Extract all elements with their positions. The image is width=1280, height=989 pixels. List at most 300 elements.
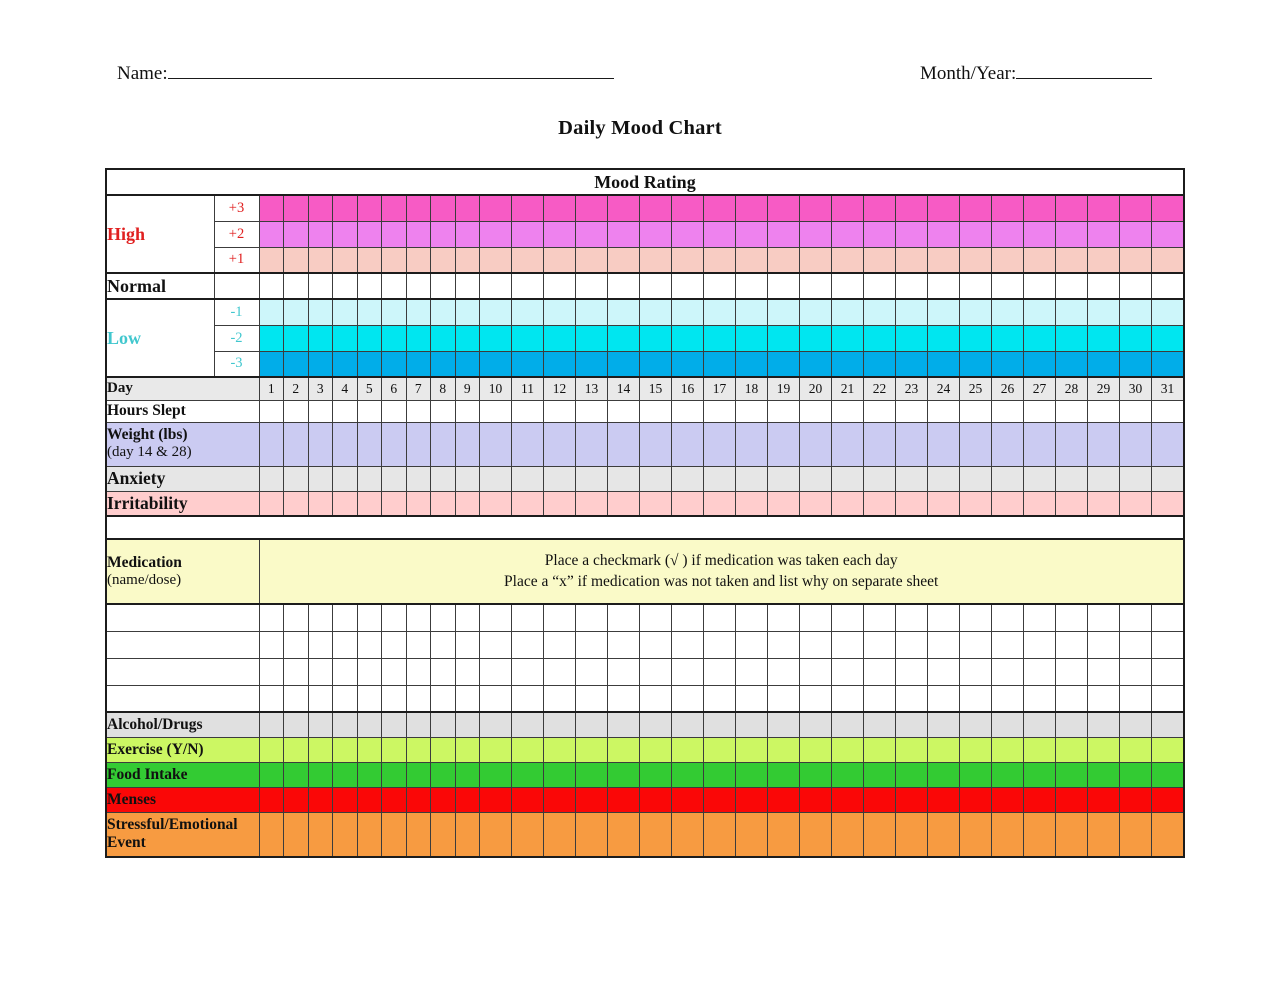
grid-cell[interactable]	[736, 787, 768, 812]
grid-cell[interactable]	[992, 631, 1024, 658]
grid-cell[interactable]	[1056, 325, 1088, 351]
grid-cell[interactable]	[768, 247, 800, 273]
grid-cell[interactable]	[576, 351, 608, 377]
grid-cell[interactable]	[1056, 604, 1088, 631]
grid-cell[interactable]	[608, 658, 640, 685]
grid-cell[interactable]	[992, 812, 1024, 857]
grid-cell[interactable]	[928, 195, 960, 221]
grid-cell[interactable]	[1152, 299, 1184, 325]
grid-cell[interactable]	[1024, 247, 1056, 273]
grid-cell[interactable]	[768, 604, 800, 631]
grid-cell[interactable]	[406, 737, 431, 762]
grid-cell[interactable]	[1088, 737, 1120, 762]
grid-cell[interactable]	[768, 466, 800, 491]
grid-cell[interactable]	[800, 325, 832, 351]
grid-cell[interactable]	[640, 247, 672, 273]
grid-cell[interactable]	[608, 631, 640, 658]
grid-cell[interactable]	[1056, 685, 1088, 712]
grid-cell[interactable]	[736, 658, 768, 685]
grid-cell[interactable]	[284, 299, 309, 325]
grid-cell[interactable]	[480, 604, 512, 631]
grid-cell[interactable]	[1056, 351, 1088, 377]
grid-cell[interactable]	[704, 491, 736, 516]
grid-cell[interactable]	[1152, 466, 1184, 491]
grid-cell[interactable]	[308, 712, 333, 737]
grid-cell[interactable]	[608, 762, 640, 787]
grid-cell[interactable]	[357, 195, 382, 221]
grid-cell[interactable]	[333, 631, 358, 658]
grid-cell[interactable]	[1024, 712, 1056, 737]
grid-cell[interactable]	[1120, 466, 1152, 491]
grid-cell[interactable]	[357, 685, 382, 712]
name-fill-line[interactable]	[168, 60, 614, 79]
grid-cell[interactable]	[406, 422, 431, 466]
grid-cell[interactable]	[832, 351, 864, 377]
grid-cell[interactable]	[480, 787, 512, 812]
grid-cell[interactable]	[357, 422, 382, 466]
grid-cell[interactable]	[800, 631, 832, 658]
grid-cell[interactable]	[382, 491, 407, 516]
grid-cell[interactable]	[896, 658, 928, 685]
grid-cell[interactable]	[382, 351, 407, 377]
grid-cell[interactable]	[832, 812, 864, 857]
grid-cell[interactable]	[544, 325, 576, 351]
grid-cell[interactable]	[640, 737, 672, 762]
grid-cell[interactable]	[768, 491, 800, 516]
grid-cell[interactable]	[576, 812, 608, 857]
grid-cell[interactable]	[357, 273, 382, 299]
grid-cell[interactable]	[672, 247, 704, 273]
grid-cell[interactable]	[259, 737, 284, 762]
grid-cell[interactable]	[1120, 422, 1152, 466]
grid-cell[interactable]	[1088, 273, 1120, 299]
grid-cell[interactable]	[960, 351, 992, 377]
grid-cell[interactable]	[800, 737, 832, 762]
grid-cell[interactable]	[832, 762, 864, 787]
grid-cell[interactable]	[455, 351, 480, 377]
grid-cell[interactable]	[800, 685, 832, 712]
grid-cell[interactable]	[544, 195, 576, 221]
grid-cell[interactable]	[736, 195, 768, 221]
grid-cell[interactable]	[357, 604, 382, 631]
grid-cell[interactable]	[672, 466, 704, 491]
grid-cell[interactable]	[736, 466, 768, 491]
grid-cell[interactable]	[480, 658, 512, 685]
grid-cell[interactable]	[284, 787, 309, 812]
grid-cell[interactable]	[640, 812, 672, 857]
grid-cell[interactable]	[928, 812, 960, 857]
grid-cell[interactable]	[1024, 422, 1056, 466]
grid-cell[interactable]	[431, 491, 456, 516]
grid-cell[interactable]	[406, 273, 431, 299]
grid-cell[interactable]	[928, 221, 960, 247]
grid-cell[interactable]	[896, 491, 928, 516]
grid-cell[interactable]	[544, 400, 576, 422]
grid-cell[interactable]	[382, 247, 407, 273]
grid-cell[interactable]	[1152, 787, 1184, 812]
grid-cell[interactable]	[1056, 737, 1088, 762]
grid-cell[interactable]	[928, 273, 960, 299]
grid-cell[interactable]	[1152, 812, 1184, 857]
grid-cell[interactable]	[896, 812, 928, 857]
grid-cell[interactable]	[431, 247, 456, 273]
grid-cell[interactable]	[512, 466, 544, 491]
grid-cell[interactable]	[284, 604, 309, 631]
grid-cell[interactable]	[1120, 762, 1152, 787]
grid-cell[interactable]	[576, 466, 608, 491]
grid-cell[interactable]	[992, 762, 1024, 787]
grid-cell[interactable]	[800, 221, 832, 247]
grid-cell[interactable]	[284, 812, 309, 857]
grid-cell[interactable]	[992, 604, 1024, 631]
grid-cell[interactable]	[992, 685, 1024, 712]
grid-cell[interactable]	[406, 400, 431, 422]
grid-cell[interactable]	[1120, 631, 1152, 658]
grid-cell[interactable]	[333, 737, 358, 762]
grid-cell[interactable]	[608, 787, 640, 812]
grid-cell[interactable]	[960, 812, 992, 857]
grid-cell[interactable]	[640, 273, 672, 299]
grid-cell[interactable]	[1024, 400, 1056, 422]
grid-cell[interactable]	[704, 299, 736, 325]
grid-cell[interactable]	[382, 787, 407, 812]
grid-cell[interactable]	[832, 491, 864, 516]
grid-cell[interactable]	[768, 400, 800, 422]
grid-cell[interactable]	[672, 812, 704, 857]
grid-cell[interactable]	[928, 325, 960, 351]
grid-cell[interactable]	[308, 762, 333, 787]
grid-cell[interactable]	[259, 787, 284, 812]
grid-cell[interactable]	[1024, 631, 1056, 658]
grid-cell[interactable]	[992, 299, 1024, 325]
grid-cell[interactable]	[928, 787, 960, 812]
grid-cell[interactable]	[672, 787, 704, 812]
grid-cell[interactable]	[672, 712, 704, 737]
grid-cell[interactable]	[357, 812, 382, 857]
grid-cell[interactable]	[928, 631, 960, 658]
grid-cell[interactable]	[672, 658, 704, 685]
grid-cell[interactable]	[960, 658, 992, 685]
grid-cell[interactable]	[512, 221, 544, 247]
grid-cell[interactable]	[672, 491, 704, 516]
grid-cell[interactable]	[608, 685, 640, 712]
grid-cell[interactable]	[308, 787, 333, 812]
grid-cell[interactable]	[1152, 422, 1184, 466]
grid-cell[interactable]	[1120, 491, 1152, 516]
grid-cell[interactable]	[308, 422, 333, 466]
grid-cell[interactable]	[704, 195, 736, 221]
grid-cell[interactable]	[864, 273, 896, 299]
grid-cell[interactable]	[455, 787, 480, 812]
grid-cell[interactable]	[1120, 400, 1152, 422]
grid-cell[interactable]	[455, 658, 480, 685]
grid-cell[interactable]	[1024, 195, 1056, 221]
grid-cell[interactable]	[308, 604, 333, 631]
grid-cell[interactable]	[704, 221, 736, 247]
grid-cell[interactable]	[1024, 787, 1056, 812]
grid-cell[interactable]	[1088, 631, 1120, 658]
grid-cell[interactable]	[382, 400, 407, 422]
grid-cell[interactable]	[455, 325, 480, 351]
grid-cell[interactable]	[640, 712, 672, 737]
grid-cell[interactable]	[864, 762, 896, 787]
grid-cell[interactable]	[928, 422, 960, 466]
grid-cell[interactable]	[406, 325, 431, 351]
grid-cell[interactable]	[576, 195, 608, 221]
grid-cell[interactable]	[406, 491, 431, 516]
medication-name-cell[interactable]	[106, 631, 259, 658]
grid-cell[interactable]	[406, 351, 431, 377]
grid-cell[interactable]	[455, 422, 480, 466]
grid-cell[interactable]	[800, 195, 832, 221]
grid-cell[interactable]	[1056, 195, 1088, 221]
grid-cell[interactable]	[544, 466, 576, 491]
grid-cell[interactable]	[382, 604, 407, 631]
grid-cell[interactable]	[800, 762, 832, 787]
grid-cell[interactable]	[1056, 712, 1088, 737]
grid-cell[interactable]	[960, 247, 992, 273]
grid-cell[interactable]	[1056, 400, 1088, 422]
grid-cell[interactable]	[768, 685, 800, 712]
grid-cell[interactable]	[640, 299, 672, 325]
grid-cell[interactable]	[1120, 247, 1152, 273]
grid-cell[interactable]	[357, 658, 382, 685]
grid-cell[interactable]	[284, 325, 309, 351]
grid-cell[interactable]	[406, 712, 431, 737]
grid-cell[interactable]	[896, 351, 928, 377]
grid-cell[interactable]	[431, 195, 456, 221]
grid-cell[interactable]	[704, 273, 736, 299]
grid-cell[interactable]	[1088, 787, 1120, 812]
grid-cell[interactable]	[576, 325, 608, 351]
grid-cell[interactable]	[1056, 812, 1088, 857]
grid-cell[interactable]	[544, 712, 576, 737]
grid-cell[interactable]	[640, 685, 672, 712]
grid-cell[interactable]	[284, 491, 309, 516]
grid-cell[interactable]	[480, 762, 512, 787]
grid-cell[interactable]	[576, 422, 608, 466]
grid-cell[interactable]	[672, 351, 704, 377]
grid-cell[interactable]	[992, 466, 1024, 491]
grid-cell[interactable]	[768, 762, 800, 787]
grid-cell[interactable]	[284, 762, 309, 787]
grid-cell[interactable]	[512, 273, 544, 299]
grid-cell[interactable]	[1152, 351, 1184, 377]
grid-cell[interactable]	[1024, 325, 1056, 351]
grid-cell[interactable]	[640, 466, 672, 491]
grid-cell[interactable]	[928, 299, 960, 325]
grid-cell[interactable]	[1152, 685, 1184, 712]
grid-cell[interactable]	[992, 325, 1024, 351]
grid-cell[interactable]	[832, 273, 864, 299]
grid-cell[interactable]	[259, 762, 284, 787]
grid-cell[interactable]	[357, 400, 382, 422]
grid-cell[interactable]	[736, 762, 768, 787]
grid-cell[interactable]	[1024, 466, 1056, 491]
grid-cell[interactable]	[1088, 422, 1120, 466]
grid-cell[interactable]	[832, 631, 864, 658]
grid-cell[interactable]	[544, 787, 576, 812]
grid-cell[interactable]	[736, 712, 768, 737]
grid-cell[interactable]	[1056, 221, 1088, 247]
grid-cell[interactable]	[333, 658, 358, 685]
grid-cell[interactable]	[992, 195, 1024, 221]
grid-cell[interactable]	[544, 299, 576, 325]
grid-cell[interactable]	[512, 299, 544, 325]
grid-cell[interactable]	[480, 712, 512, 737]
grid-cell[interactable]	[832, 325, 864, 351]
grid-cell[interactable]	[1056, 762, 1088, 787]
grid-cell[interactable]	[1088, 221, 1120, 247]
grid-cell[interactable]	[928, 247, 960, 273]
grid-cell[interactable]	[431, 658, 456, 685]
grid-cell[interactable]	[608, 400, 640, 422]
grid-cell[interactable]	[308, 812, 333, 857]
grid-cell[interactable]	[1120, 351, 1152, 377]
grid-cell[interactable]	[672, 195, 704, 221]
grid-cell[interactable]	[480, 273, 512, 299]
grid-cell[interactable]	[284, 195, 309, 221]
grid-cell[interactable]	[576, 631, 608, 658]
grid-cell[interactable]	[357, 491, 382, 516]
grid-cell[interactable]	[1088, 491, 1120, 516]
grid-cell[interactable]	[406, 466, 431, 491]
grid-cell[interactable]	[544, 685, 576, 712]
grid-cell[interactable]	[864, 299, 896, 325]
grid-cell[interactable]	[864, 351, 896, 377]
grid-cell[interactable]	[640, 658, 672, 685]
grid-cell[interactable]	[864, 247, 896, 273]
grid-cell[interactable]	[406, 247, 431, 273]
grid-cell[interactable]	[576, 247, 608, 273]
grid-cell[interactable]	[406, 631, 431, 658]
grid-cell[interactable]	[431, 762, 456, 787]
grid-cell[interactable]	[960, 737, 992, 762]
grid-cell[interactable]	[512, 762, 544, 787]
grid-cell[interactable]	[832, 195, 864, 221]
grid-cell[interactable]	[832, 221, 864, 247]
grid-cell[interactable]	[284, 737, 309, 762]
grid-cell[interactable]	[672, 631, 704, 658]
grid-cell[interactable]	[1120, 273, 1152, 299]
grid-cell[interactable]	[382, 422, 407, 466]
grid-cell[interactable]	[992, 273, 1024, 299]
grid-cell[interactable]	[357, 787, 382, 812]
grid-cell[interactable]	[480, 351, 512, 377]
grid-cell[interactable]	[512, 685, 544, 712]
grid-cell[interactable]	[928, 737, 960, 762]
grid-cell[interactable]	[1024, 604, 1056, 631]
grid-cell[interactable]	[704, 787, 736, 812]
grid-cell[interactable]	[357, 466, 382, 491]
grid-cell[interactable]	[576, 299, 608, 325]
grid-cell[interactable]	[800, 787, 832, 812]
grid-cell[interactable]	[960, 221, 992, 247]
grid-cell[interactable]	[608, 273, 640, 299]
grid-cell[interactable]	[1152, 195, 1184, 221]
grid-cell[interactable]	[608, 351, 640, 377]
grid-cell[interactable]	[640, 787, 672, 812]
grid-cell[interactable]	[736, 221, 768, 247]
grid-cell[interactable]	[259, 491, 284, 516]
grid-cell[interactable]	[768, 221, 800, 247]
grid-cell[interactable]	[768, 712, 800, 737]
grid-cell[interactable]	[576, 787, 608, 812]
grid-cell[interactable]	[544, 812, 576, 857]
grid-cell[interactable]	[1120, 787, 1152, 812]
grid-cell[interactable]	[768, 299, 800, 325]
grid-cell[interactable]	[357, 737, 382, 762]
grid-cell[interactable]	[864, 631, 896, 658]
grid-cell[interactable]	[928, 604, 960, 631]
grid-cell[interactable]	[640, 221, 672, 247]
grid-cell[interactable]	[455, 712, 480, 737]
grid-cell[interactable]	[608, 325, 640, 351]
grid-cell[interactable]	[357, 221, 382, 247]
grid-cell[interactable]	[512, 737, 544, 762]
grid-cell[interactable]	[672, 737, 704, 762]
grid-cell[interactable]	[259, 604, 284, 631]
grid-cell[interactable]	[382, 712, 407, 737]
grid-cell[interactable]	[1120, 658, 1152, 685]
grid-cell[interactable]	[992, 400, 1024, 422]
grid-cell[interactable]	[768, 631, 800, 658]
grid-cell[interactable]	[480, 221, 512, 247]
grid-cell[interactable]	[259, 299, 284, 325]
grid-cell[interactable]	[704, 247, 736, 273]
medication-name-cell[interactable]	[106, 604, 259, 631]
grid-cell[interactable]	[455, 299, 480, 325]
grid-cell[interactable]	[512, 712, 544, 737]
grid-cell[interactable]	[259, 631, 284, 658]
grid-cell[interactable]	[704, 685, 736, 712]
grid-cell[interactable]	[992, 221, 1024, 247]
grid-cell[interactable]	[704, 658, 736, 685]
grid-cell[interactable]	[768, 351, 800, 377]
grid-cell[interactable]	[800, 604, 832, 631]
grid-cell[interactable]	[544, 658, 576, 685]
grid-cell[interactable]	[672, 221, 704, 247]
grid-cell[interactable]	[832, 604, 864, 631]
grid-cell[interactable]	[864, 787, 896, 812]
grid-cell[interactable]	[736, 351, 768, 377]
grid-cell[interactable]	[896, 247, 928, 273]
grid-cell[interactable]	[1120, 737, 1152, 762]
grid-cell[interactable]	[800, 466, 832, 491]
grid-cell[interactable]	[455, 631, 480, 658]
grid-cell[interactable]	[1088, 685, 1120, 712]
grid-cell[interactable]	[736, 247, 768, 273]
grid-cell[interactable]	[512, 604, 544, 631]
grid-cell[interactable]	[864, 325, 896, 351]
grid-cell[interactable]	[1152, 491, 1184, 516]
grid-cell[interactable]	[382, 195, 407, 221]
grid-cell[interactable]	[1056, 273, 1088, 299]
grid-cell[interactable]	[736, 685, 768, 712]
grid-cell[interactable]	[333, 221, 358, 247]
grid-cell[interactable]	[896, 273, 928, 299]
grid-cell[interactable]	[576, 221, 608, 247]
grid-cell[interactable]	[768, 195, 800, 221]
grid-cell[interactable]	[640, 491, 672, 516]
grid-cell[interactable]	[308, 658, 333, 685]
medication-name-cell[interactable]	[106, 658, 259, 685]
grid-cell[interactable]	[308, 325, 333, 351]
grid-cell[interactable]	[333, 604, 358, 631]
grid-cell[interactable]	[832, 737, 864, 762]
grid-cell[interactable]	[672, 762, 704, 787]
grid-cell[interactable]	[333, 491, 358, 516]
